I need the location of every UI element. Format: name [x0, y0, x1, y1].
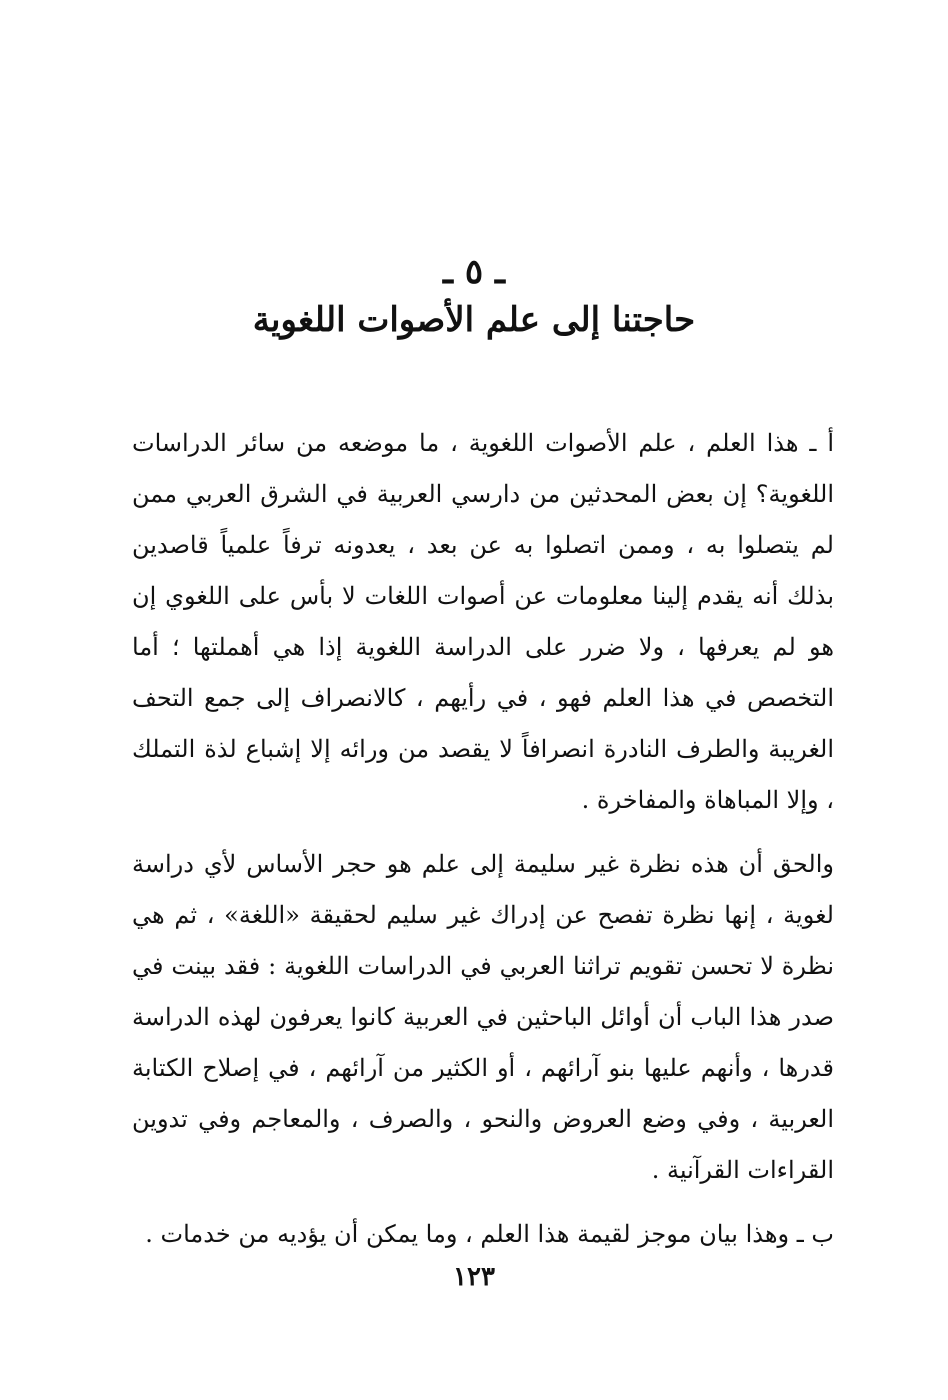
chapter-number: ـ ٥ ـ [443, 252, 505, 292]
paragraph-b: ب ـ وهذا بيان موجز لقيمة هذا العلم ، وما يمكن أن يؤديه من خدمات . [145, 1220, 834, 1248]
chapter-title: حاجتنا إلى علم الأصوات اللغوية [252, 300, 696, 340]
page-number: ١٢٣ [453, 1262, 495, 1292]
body-text [132, 418, 834, 1273]
paragraph-a: أ ـ هذا العلم ، علم الأصوات اللغوية ، ما موضعه من سائر الدراسات اللغوية؟ إن بعض المحدثين من دارسي العربية في الشرق العربي ممن لم يتصلوا به ، وممن اتصلوا به عن بعد ، يعدونه ترفاً علمياً قاصدين بذلك أنه يقدم إلينا معلومات عن أصوات اللغات لا بأس على اللغوي إن هو لم يعرفها ، ولا ضرر على الدراسة اللغوية إذا هي أهملتها ؛ أما التخصص في هذا العلم فهو ، في رأيهم ، كالانصراف إلى جمع التحف الغريبة والطرف النادرة انصرافاً لا يقصد من ورائه إلا إشباع لذة التملك ، وإلا المباهاة والمفاخرة . [132, 429, 834, 814]
paragraph-truth: والحق أن هذه نظرة غير سليمة إلى علم هو حجر الأساس لأي دراسة لغوية ، إنها نظرة تفصح عن إدراك غير سليم لحقيقة «اللغة» ، ثم هي نظرة لا تحسن تقويم تراثنا العربي في الدراسات اللغوية : فقد بينت في صدر هذا الباب أن أوائل الباحثين في العربية كانوا يعرفون لهذه الدراسة قدرها ، وأنهم عليها بنو آرائهم ، أو الكثير من آرائهم ، في إصلاح الكتابة العربية ، وفي وضع العروض والنحو ، والصرف ، والمعاجم وفي تدوين القراءات القرآنية . [132, 850, 834, 1184]
